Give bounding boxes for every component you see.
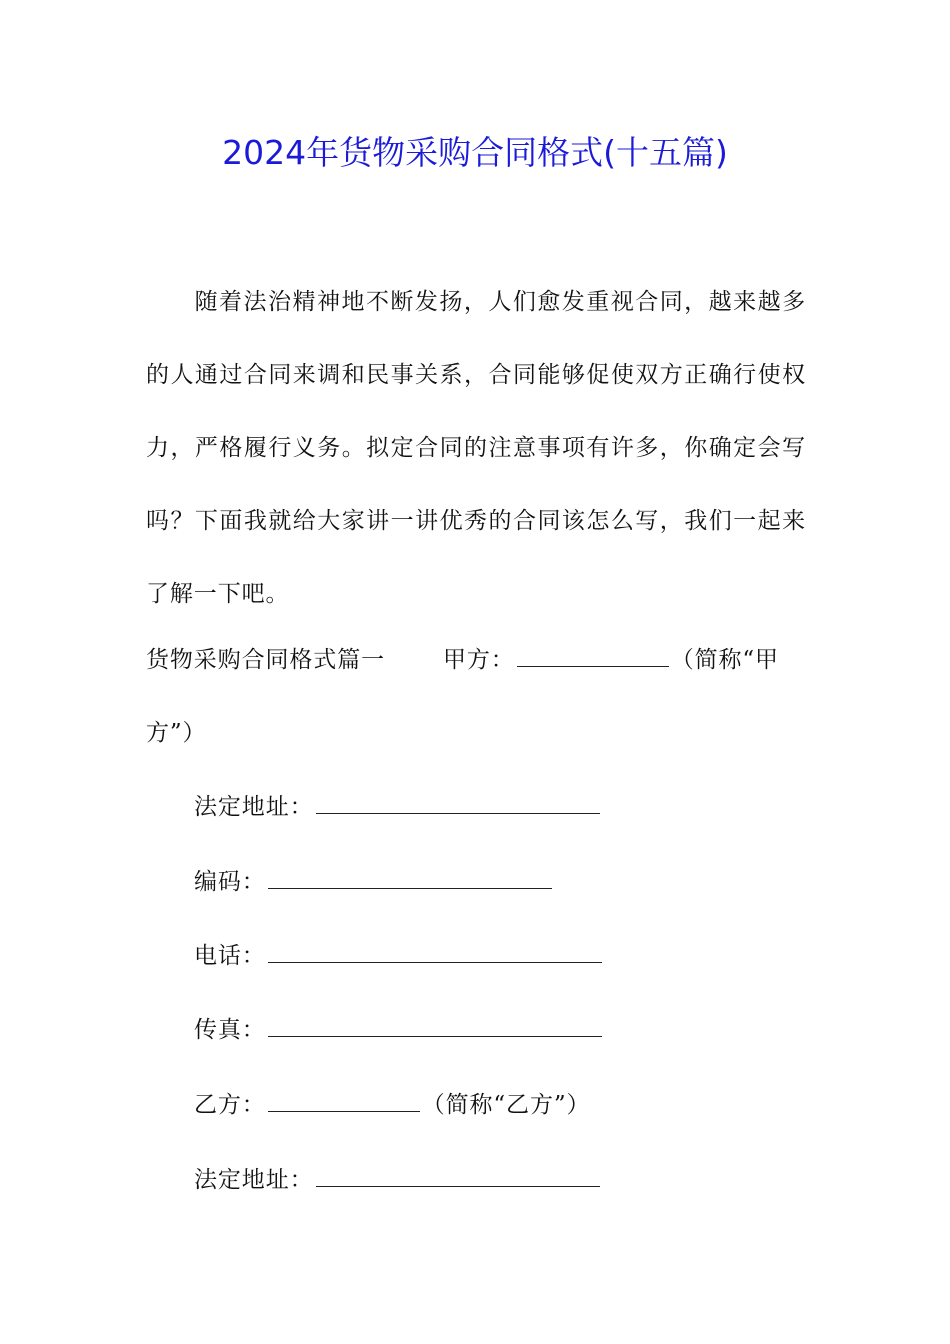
- fax-label: 传真：: [194, 1017, 266, 1043]
- party-b-line: [194, 1085, 590, 1125]
- fax-blank[interactable]: [268, 1010, 602, 1037]
- party-a-suffix-end: 方”）: [146, 720, 207, 746]
- party-a-blank[interactable]: [517, 640, 669, 667]
- address-a-blank[interactable]: [316, 787, 600, 814]
- code-blank[interactable]: [268, 862, 552, 889]
- party-b-blank[interactable]: [268, 1085, 420, 1112]
- address-a-line: [194, 787, 602, 827]
- code-line: [194, 862, 554, 902]
- party-a-label: 甲方：: [443, 647, 515, 673]
- phone-blank[interactable]: [268, 936, 602, 963]
- address-b-label: 法定地址：: [194, 1167, 314, 1193]
- address-b-blank[interactable]: [316, 1160, 600, 1187]
- party-a-suffix-line: [146, 713, 206, 753]
- phone-line: [194, 936, 604, 976]
- intro-paragraph: [146, 266, 806, 631]
- fax-line: [194, 1010, 604, 1050]
- party-a-suffix: （简称“甲: [670, 647, 779, 673]
- intro-text: 随着法治精神地不断发扬，人们愈发重视合同，越来越多的人通过合同来调和民事关系，合同能够促使双方正确行使权力，严格履行义务。拟定合同的注意事项有许多，你确定会写吗？下面我就给大家讲一讲优秀的合同该怎么写，我们一起来了解一下吧。: [146, 289, 806, 607]
- party-b-suffix: （简称“乙方”）: [421, 1092, 591, 1118]
- party-a-line: [146, 640, 779, 680]
- address-b-line: [194, 1160, 602, 1200]
- document-title: 2024年货物采购合同格式(十五篇): [222, 133, 728, 172]
- phone-label: 电话：: [194, 943, 266, 969]
- code-label: 编码：: [194, 869, 266, 895]
- address-a-label: 法定地址：: [194, 794, 314, 820]
- party-b-label: 乙方：: [194, 1092, 266, 1118]
- section-heading: 货物采购合同格式篇一: [146, 647, 385, 673]
